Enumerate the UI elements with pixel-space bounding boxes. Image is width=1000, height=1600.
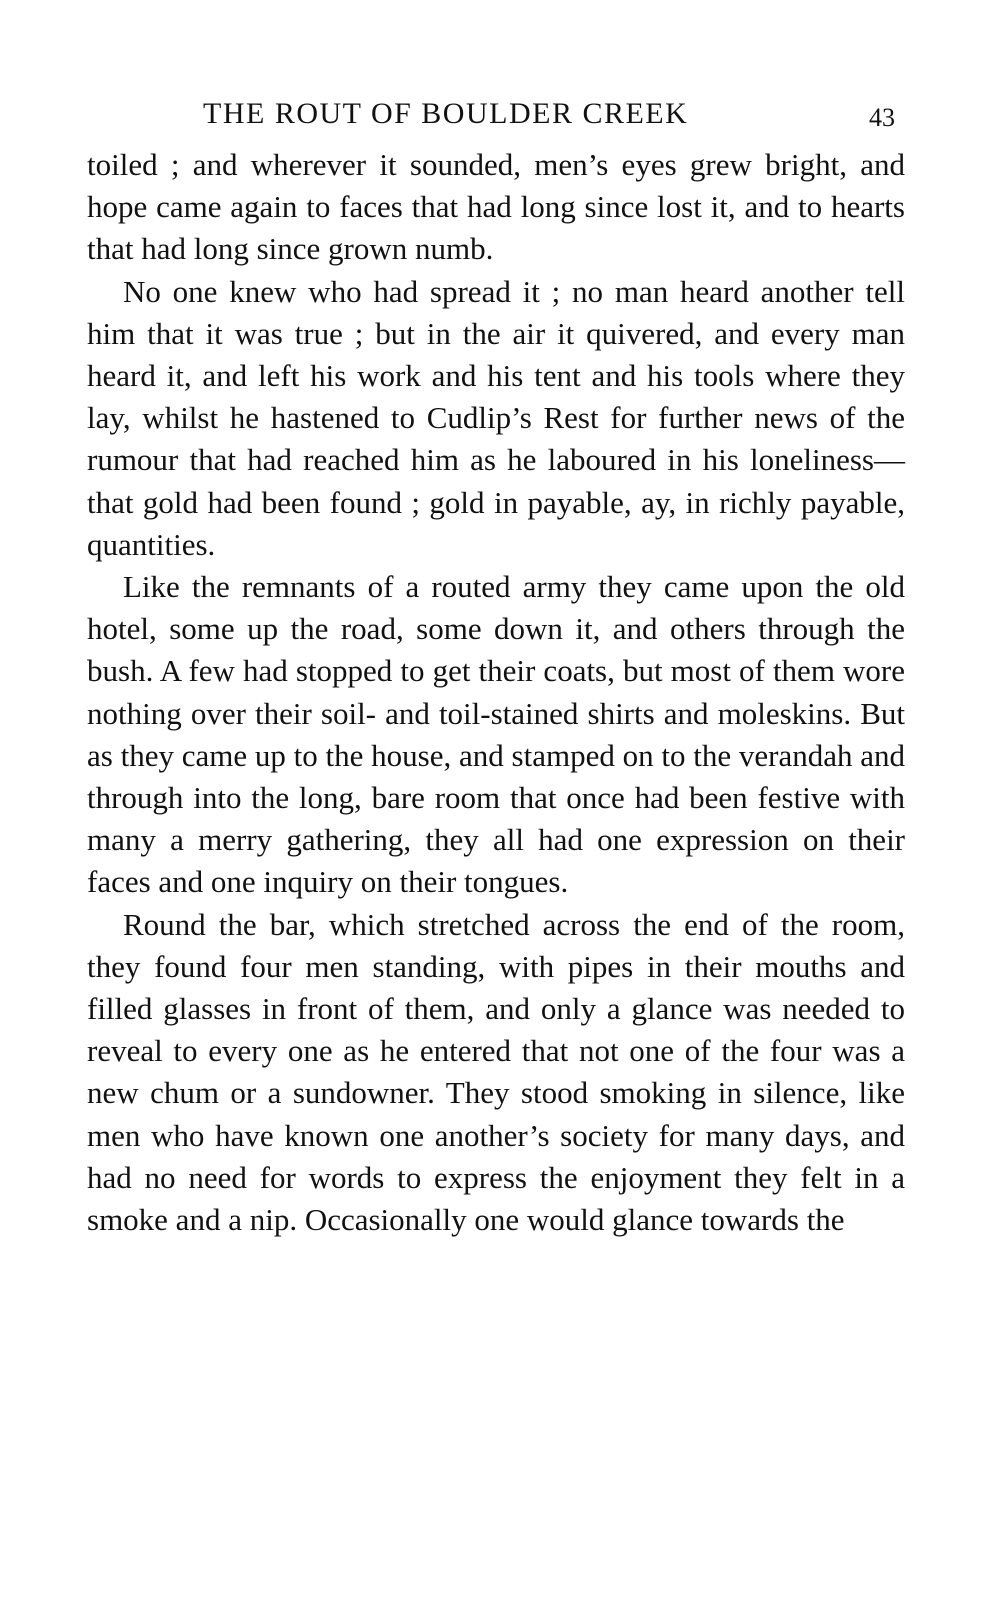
running-title: THE ROUT OF BOULDER CREEK: [203, 97, 689, 130]
running-header: [87, 92, 905, 144]
paragraph: Round the bar, which stretched across the end of the room, they found four men standing, with pipes in their mouths and filled glasses in front of them, and only a glance was needed to reveal to every one as he entered that not one of the four was a new chum or a sundowner. They stood smoking in silence, like men who have known one another’s society for many days, and had no need for words to express the enjoyment they felt in a smoke and a nip. Occasionally one would glance towards the: [87, 906, 905, 1238]
paragraph: Like the remnants of a routed army they came upon the old hotel, some up the road, some down it, and others through the bush. A few had stopped to get their coats, but most of them wore nothing over their soil- and toil-stained shirts and moleskins. But as they came up to the house, and stamped on to the verandah and through into the long, bare room that once had been festive with many a merry gathering, they all had one expression on their faces and one inquiry on their tongues.: [87, 569, 905, 900]
paragraph: No one knew who had spread it ; no man heard another tell him that it was true ; but in the air it quivered, and every man heard it, and left his work and his tent and his tools where they lay, whilst he hastened to Cudlip’s Rest for further news of the rumour that had reached him as he laboured in his loneliness—that gold had been found ; gold in payable, ay, in richly payable, quantities.: [87, 273, 905, 562]
paragraph: toiled ; and wherever it sounded, men’s eyes grew bright, and hope came again to faces that had long since lost it, and to hearts that had long since grown numb.: [87, 147, 905, 267]
body-text: [87, 144, 905, 1241]
page-number: 43: [869, 103, 895, 132]
book-page: [87, 92, 905, 1241]
